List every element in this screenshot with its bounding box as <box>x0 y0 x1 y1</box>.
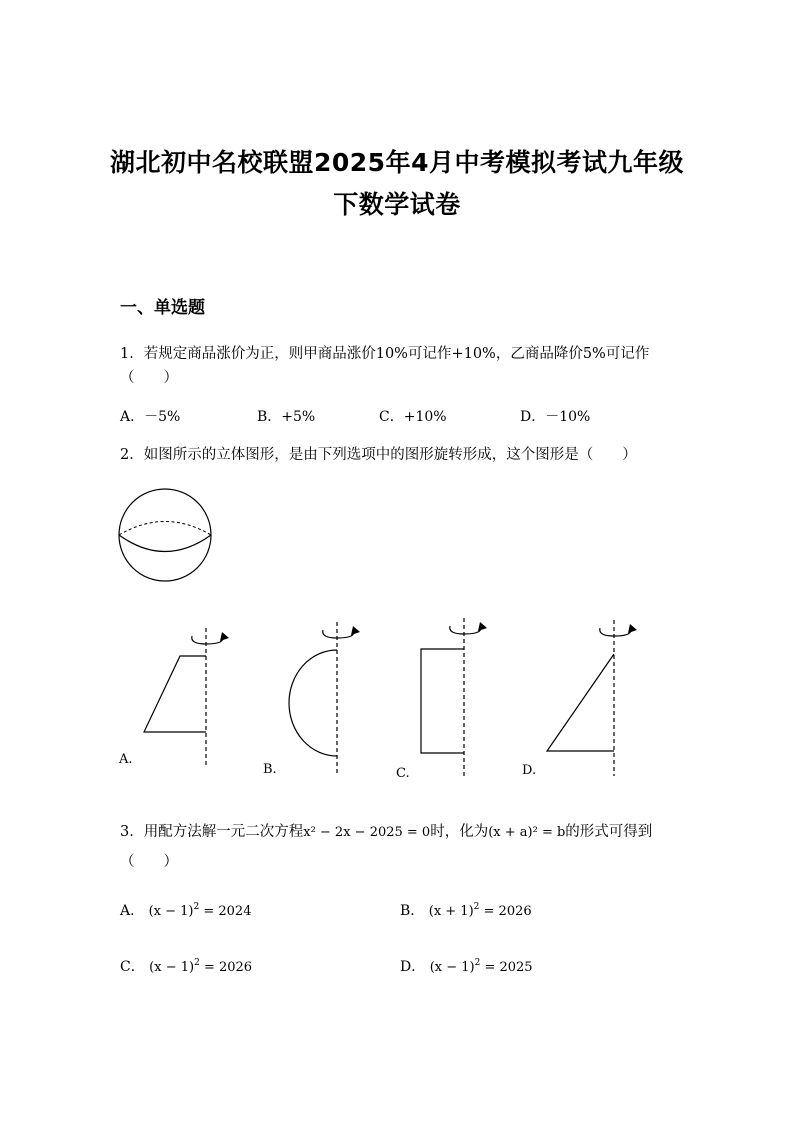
option-expression: $(x - 1)^2 = 2026$ <box>149 958 253 975</box>
option-expression: $(x - 1)^2 = 2025$ <box>429 958 533 975</box>
option-label: B． <box>257 409 282 425</box>
question-1-paren: （ ） <box>120 370 178 386</box>
figure-d-triangle <box>544 620 644 780</box>
option-label: D． <box>400 959 426 975</box>
question-3-option-d <box>400 956 533 976</box>
question-1-option-a <box>120 406 180 426</box>
question-2-text: 2．如图所示的立体图形，是由下列选项中的图形旋转形成，这个图形是（ ） <box>120 447 637 463</box>
figure-b-label: B. <box>263 762 277 777</box>
question-1-text: 1．若规定商品涨价为正，则甲商品涨价10%可记作+10%，乙商品降价5%可记作 <box>120 346 650 362</box>
figure-a-trapezoid <box>140 628 240 768</box>
figure-a-label: A. <box>119 752 133 767</box>
option-value: +5% <box>281 409 316 425</box>
option-label: B． <box>400 903 425 919</box>
question-3-tail: 的形式可得到 <box>565 824 653 840</box>
figure-b-semicircle <box>283 622 363 777</box>
option-expression: $(x - 1)^2 = 2024$ <box>148 902 252 919</box>
option-expression: $(x + 1)^2 = 2026$ <box>428 902 532 919</box>
question-3-option-b <box>400 900 532 920</box>
option-label: A． <box>120 903 145 919</box>
figure-c-rectangle <box>416 618 496 778</box>
question-3-equation: x² − 2x − 2025 = 0 <box>303 825 431 840</box>
option-label: A． <box>120 409 145 425</box>
question-3-option-c <box>120 956 252 976</box>
question-3-paren: （ ） <box>120 854 178 870</box>
question-1-option-c <box>379 406 447 426</box>
question-3-text <box>120 820 652 841</box>
question-3-option-a <box>120 900 251 920</box>
question-3-mid: 时，化为 <box>430 824 489 840</box>
question-1-option-b <box>257 406 315 426</box>
option-label: C． <box>120 959 145 975</box>
exam-title-line-1: 湖北初中名校联盟2025年4月中考模拟考试九年级 <box>110 148 684 177</box>
exam-title-line-2: 下数学试卷 <box>333 190 461 219</box>
option-label: D． <box>520 409 546 425</box>
option-value: －10% <box>545 409 591 425</box>
figure-d-label: D. <box>522 763 537 778</box>
section-heading: 一、单选题 <box>120 298 205 318</box>
option-value: +10% <box>403 409 447 425</box>
option-label: C． <box>379 409 404 425</box>
sphere-figure <box>116 488 216 584</box>
option-value: －5% <box>144 409 181 425</box>
question-1-option-d <box>520 406 590 426</box>
question-3-form: (x + a)² = b <box>488 825 566 840</box>
figure-c-label: C. <box>396 766 410 781</box>
question-3-lead: 3．用配方法解一元二次方程 <box>120 824 304 840</box>
